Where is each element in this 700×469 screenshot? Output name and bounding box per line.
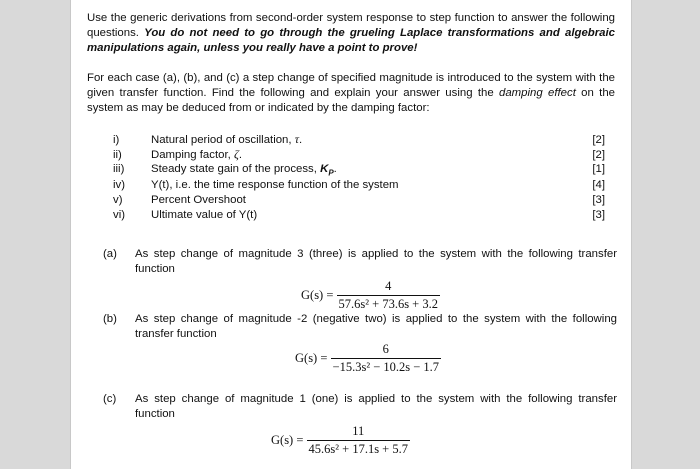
case-text: As step change of magnitude 1 (one) is applied to the system with the following transfer xyxy=(135,393,617,405)
instructions-line-1: For each case (a), (b), and (c) a step change of specified magnitude is introduced to the system with the xyxy=(87,72,615,84)
document-page xyxy=(70,0,632,469)
list-item xyxy=(113,147,605,162)
intro-bold-2: manipulations again, unless you really have a point to prove! xyxy=(87,42,418,54)
instructions-paragraph xyxy=(87,71,615,116)
case-c xyxy=(103,392,617,422)
list-item xyxy=(113,178,605,193)
fraction xyxy=(307,424,410,457)
case-a xyxy=(103,247,617,277)
item-label: Y(t), i.e. the time response function of the system xyxy=(151,178,399,191)
item-marks: [1] xyxy=(592,163,605,176)
case-label: (a) xyxy=(103,248,117,260)
item-marks: [3] xyxy=(592,208,605,221)
list-item xyxy=(113,162,605,177)
instructions-line-2 xyxy=(87,86,615,101)
equation-lhs: G(s) = xyxy=(301,288,334,302)
transfer-function-a xyxy=(301,279,440,312)
item-number: ii) xyxy=(113,149,122,162)
instructions-text-2: on the xyxy=(575,87,616,99)
zeta-symbol: ζ xyxy=(233,147,239,162)
numerator: 4 xyxy=(385,279,392,293)
list-item xyxy=(113,208,605,223)
case-text: As step change of magnitude -2 (negative two) is applied to the system with the following xyxy=(135,313,617,325)
item-marks: [2] xyxy=(592,134,605,146)
fraction xyxy=(337,279,440,312)
item-marks: [4] xyxy=(592,178,605,191)
damping-effect-emphasis: damping effect xyxy=(499,87,576,99)
item-label: Steady state gain of the process, $K_P$. xyxy=(151,163,337,178)
fraction xyxy=(331,342,442,375)
case-text-2: function xyxy=(135,408,175,420)
item-label: Natural period of oscillation, τ. xyxy=(151,132,303,146)
case-b-row xyxy=(103,312,617,327)
case-a-row xyxy=(103,247,617,262)
intro-bold-1: You do not need to go through the grueling Laplace transformations and algebraic xyxy=(144,27,616,39)
transfer-function-c xyxy=(271,424,410,457)
item-label: Percent Overshoot xyxy=(151,193,246,206)
numerator: 6 xyxy=(382,342,389,356)
case-b xyxy=(103,312,617,342)
list-item xyxy=(113,193,605,208)
intro-line-1: Use the generic derivations from second-order system response to step function to answer the following xyxy=(87,12,615,24)
case-label: (c) xyxy=(103,393,117,405)
equation-lhs: G(s) = xyxy=(271,433,304,447)
list-item xyxy=(113,132,605,147)
question-item-list xyxy=(113,132,605,223)
item-label: Damping factor, ζ. xyxy=(151,147,242,162)
equation-lhs: G(s) = xyxy=(295,351,328,365)
item-label: Ultimate value of Y(t) xyxy=(151,208,258,221)
item-number: i) xyxy=(113,134,120,146)
item-number: iv) xyxy=(113,178,126,191)
item-marks: [2] xyxy=(592,149,605,162)
intro-line-2 xyxy=(87,26,615,41)
denominator: 57.6s² + 73.6s + 3.2 xyxy=(338,297,438,311)
gain-symbol: K xyxy=(320,163,329,176)
case-label: (b) xyxy=(103,313,117,325)
transfer-function-b xyxy=(295,342,441,375)
tau-symbol: τ xyxy=(294,132,300,146)
intro-plain: questions. xyxy=(87,27,145,39)
item-number: vi) xyxy=(113,208,126,221)
denominator: 45.6s² + 17.1s + 5.7 xyxy=(308,442,408,456)
item-number: iii) xyxy=(113,163,125,176)
item-marks: [3] xyxy=(592,193,605,206)
case-text: As step change of magnitude 3 (three) is applied to the system with the following transfer xyxy=(135,248,617,260)
instructions-line-3: system as may be deduced from or indicated by the damping factor: xyxy=(87,102,430,114)
intro-paragraph xyxy=(87,11,615,56)
case-text-2: transfer function xyxy=(135,328,217,340)
numerator: 11 xyxy=(352,424,365,438)
case-text-2: function xyxy=(135,263,175,275)
case-c-row xyxy=(103,392,617,407)
item-number: v) xyxy=(113,193,123,206)
denominator: −15.3s² − 10.2s − 1.7 xyxy=(332,360,440,374)
instructions-text: given transfer function. Find the following and explain your answer using the xyxy=(87,87,499,99)
